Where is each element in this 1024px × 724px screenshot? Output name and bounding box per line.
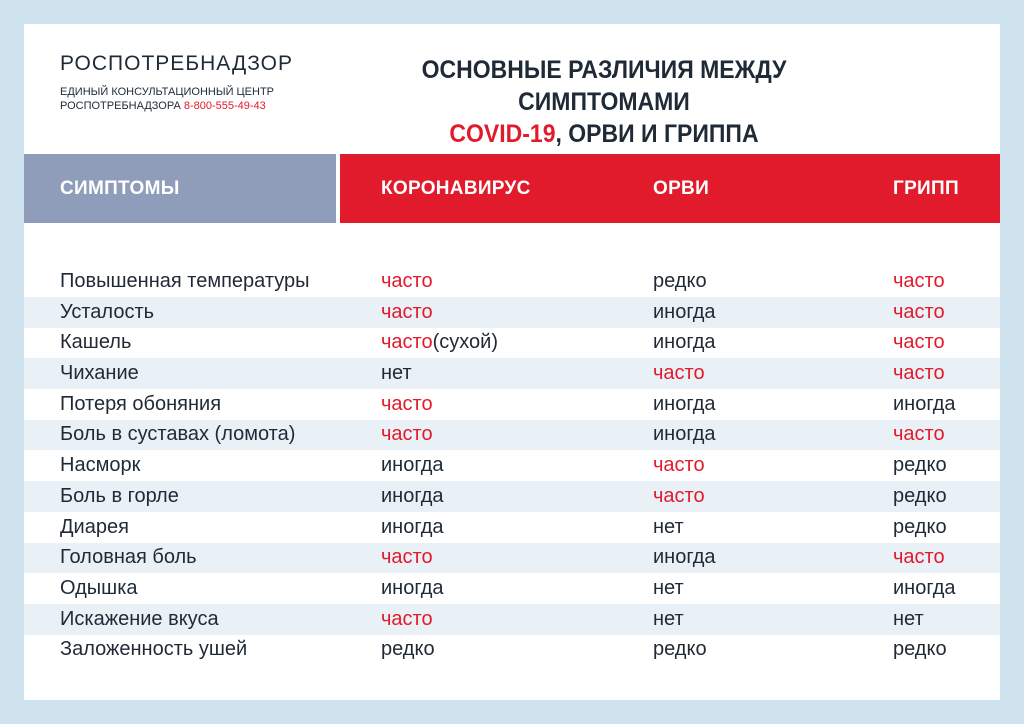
- frequency-value: редко: [653, 638, 707, 661]
- coronavirus-cell: [381, 452, 444, 479]
- frequency-note: (сухой): [432, 331, 498, 354]
- table-row: [24, 358, 1000, 389]
- coronavirus-cell: [381, 544, 433, 571]
- title-accent: COVID-19: [449, 120, 556, 148]
- coronavirus-cell: [381, 483, 444, 510]
- table-row: [24, 236, 1000, 297]
- coronavirus-cell: [381, 514, 444, 541]
- title-line-2: [346, 118, 861, 150]
- poster-sheet: [24, 24, 1000, 700]
- frequency-value: иногда: [653, 546, 716, 569]
- frequency-value: редко: [653, 270, 707, 292]
- flu-cell: [893, 636, 947, 663]
- frequency-value: иногда: [653, 300, 716, 323]
- frequency-value: иногда: [893, 392, 956, 415]
- header-label-symptoms: СИМПТОМЫ: [60, 178, 180, 199]
- orvi-cell: [653, 421, 716, 448]
- orvi-cell: [653, 544, 716, 571]
- symptom-cell: Диарея: [60, 515, 129, 538]
- frequency-value: нет: [653, 607, 684, 630]
- table-row: [24, 420, 1000, 451]
- frequency-value: часто: [893, 423, 945, 446]
- frequency-value: нет: [653, 576, 684, 599]
- frequency-value: иногда: [381, 454, 444, 477]
- frequency-value: часто: [653, 362, 705, 385]
- flu-cell: [893, 391, 956, 418]
- coronavirus-cell: [381, 329, 498, 356]
- flu-cell: [893, 329, 945, 356]
- flu-cell: [893, 606, 924, 633]
- flu-cell: [893, 514, 947, 541]
- coronavirus-cell: [381, 575, 444, 602]
- frequency-value: часто: [893, 546, 945, 569]
- frequency-value: иногда: [381, 515, 444, 538]
- frequency-value: иногда: [653, 423, 716, 446]
- title-line-1: ОСНОВНЫЕ РАЗЛИЧИЯ МЕЖДУ СИМПТОМАМИ: [421, 56, 787, 116]
- frequency-value: иногда: [381, 576, 444, 599]
- frequency-value: часто: [893, 362, 945, 385]
- frequency-value: нет: [653, 515, 684, 538]
- flu-cell: [893, 299, 945, 326]
- brand-name: РОСПОТРЕБНАДЗОР: [60, 52, 293, 75]
- orvi-cell: [653, 575, 684, 602]
- symptom-cell: Насморк: [60, 454, 141, 477]
- orvi-cell: [653, 360, 705, 387]
- frequency-value: редко: [893, 454, 947, 477]
- frequency-value: нет: [381, 362, 412, 385]
- table-row: [24, 573, 1000, 604]
- table-row: [24, 635, 1000, 666]
- coronavirus-cell: [381, 636, 435, 663]
- frequency-value: часто: [381, 270, 433, 292]
- flu-cell: [893, 360, 945, 387]
- symptom-cell: Потеря обоняния: [60, 392, 222, 415]
- coronavirus-cell: [381, 299, 433, 326]
- brand-subtitle: [60, 85, 293, 113]
- brand-block: [60, 52, 293, 113]
- symptoms-table: [24, 236, 1000, 665]
- table-row: [24, 481, 1000, 512]
- symptom-cell: Искажение вкуса: [60, 607, 219, 630]
- frequency-value: часто: [893, 331, 945, 354]
- symptom-cell: Боль в суставах (ломота): [60, 423, 296, 446]
- brand-line-1: ЕДИНЫЙ КОНСУЛЬТАЦИОННЫЙ ЦЕНТР: [60, 86, 275, 98]
- orvi-cell: [653, 452, 705, 479]
- table-row: [24, 328, 1000, 359]
- header-label-flu: ГРИПП: [893, 178, 959, 199]
- symptom-cell: Усталость: [60, 300, 155, 323]
- frequency-value: часто: [893, 270, 945, 292]
- header-label-orvi: ОРВИ: [653, 178, 710, 199]
- symptom-cell: Кашель: [60, 331, 132, 354]
- symptom-cell: Чихание: [60, 362, 139, 385]
- table-row: [24, 389, 1000, 420]
- frequency-value: часто: [381, 607, 433, 630]
- symptom-cell: Повышенная температуры: [60, 270, 310, 292]
- brand-line-2-text: РОСПОТРЕБНАДЗОРА: [60, 100, 181, 112]
- frequency-value: иногда: [893, 576, 956, 599]
- frequency-value: иногда: [381, 484, 444, 507]
- coronavirus-cell: [381, 606, 433, 633]
- symptom-cell: Головная боль: [60, 546, 197, 569]
- flu-cell: [893, 268, 945, 295]
- title-line-2-rest: , ОРВИ И ГРИППА: [555, 120, 759, 148]
- frequency-value: часто: [381, 546, 433, 569]
- frequency-value: часто: [653, 484, 705, 507]
- orvi-cell: [653, 636, 707, 663]
- orvi-cell: [653, 299, 716, 326]
- header-symptoms: [24, 154, 336, 223]
- orvi-cell: [653, 268, 707, 295]
- coronavirus-cell: [381, 421, 433, 448]
- brand-line-2: [60, 99, 293, 113]
- table-row: [24, 450, 1000, 481]
- symptom-cell: Заложенность ушей: [60, 638, 248, 661]
- page-title: [346, 54, 861, 150]
- flu-cell: [893, 452, 947, 479]
- frequency-value: часто: [381, 331, 433, 354]
- symptom-cell: Одышка: [60, 576, 138, 599]
- coronavirus-cell: [381, 268, 433, 295]
- table-row: [24, 297, 1000, 328]
- frequency-value: часто: [381, 300, 433, 323]
- coronavirus-cell: [381, 360, 412, 387]
- frequency-value: часто: [381, 392, 433, 415]
- frequency-value: часто: [381, 423, 433, 446]
- orvi-cell: [653, 391, 716, 418]
- table-row: [24, 512, 1000, 543]
- flu-cell: [893, 575, 956, 602]
- orvi-cell: [653, 329, 716, 356]
- header-label-coronavirus: КОРОНАВИРУС: [381, 178, 531, 199]
- table-row: [24, 604, 1000, 635]
- orvi-cell: [653, 606, 684, 633]
- flu-cell: [893, 421, 945, 448]
- header-diseases: [340, 154, 1000, 223]
- frequency-value: часто: [653, 454, 705, 477]
- frequency-value: иногда: [653, 392, 716, 415]
- brand-phone: 8-800-555-49-43: [183, 100, 266, 112]
- frequency-value: нет: [893, 607, 924, 630]
- frequency-value: редко: [893, 638, 947, 661]
- flu-cell: [893, 544, 945, 571]
- frequency-value: иногда: [653, 331, 716, 354]
- frequency-value: часто: [893, 300, 945, 323]
- orvi-cell: [653, 514, 684, 541]
- frequency-value: редко: [381, 638, 435, 661]
- flu-cell: [893, 483, 947, 510]
- coronavirus-cell: [381, 391, 433, 418]
- frequency-value: редко: [893, 515, 947, 538]
- orvi-cell: [653, 483, 705, 510]
- symptom-cell: Боль в горле: [60, 484, 179, 507]
- frequency-value: редко: [893, 484, 947, 507]
- table-row: [24, 543, 1000, 574]
